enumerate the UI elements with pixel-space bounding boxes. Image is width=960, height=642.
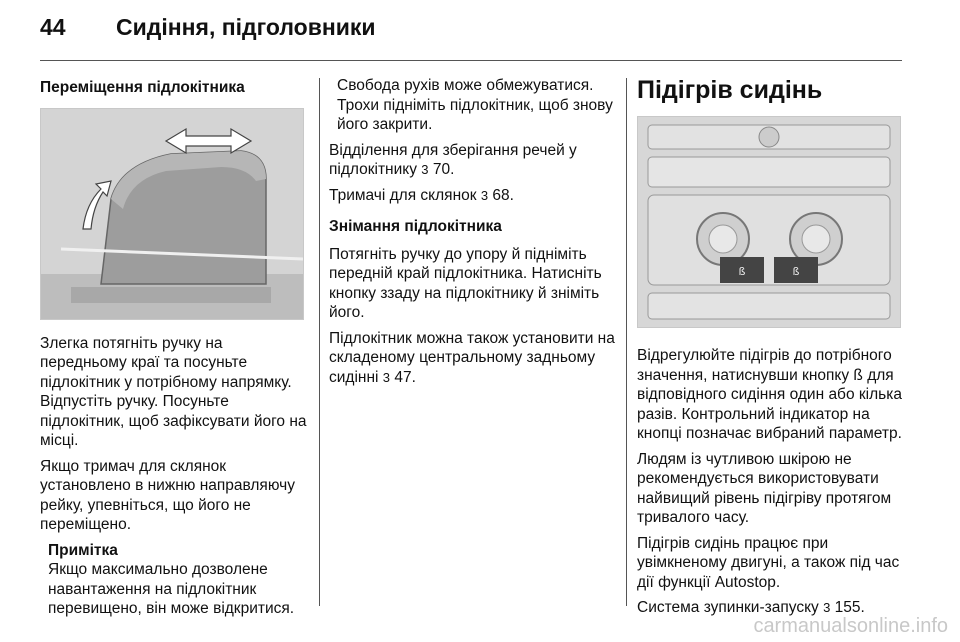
stop-start-reference: Система зупинки-запуску 3 155. (637, 599, 865, 616)
column-divider-2 (626, 78, 627, 606)
seat-heating-heading: Підігрів сидінь (637, 76, 823, 104)
note-continuation: Свобода рухів може обмежуватися. Трохи підніміть підлокітник, щоб знову його закрити. (337, 77, 613, 133)
page-title: Сидіння, підголовники (116, 14, 376, 40)
svg-text:ß: ß (792, 265, 800, 278)
column-2 (329, 66, 619, 393)
page-header (40, 14, 376, 41)
armrest-move-paragraph-2: Якщо тримач для склянок установлено в нижню направляючу рейку, упевніться, що його не переміщено. (40, 457, 295, 533)
header-rule (40, 60, 902, 61)
note (40, 541, 310, 619)
ref-icon: 3 (480, 187, 489, 203)
armrest-move-heading: Переміщення підлокітника (40, 79, 245, 96)
ref-icon: 3 (382, 369, 391, 385)
seat-heating-paragraph-2: Людям із чутливою шкірою не рекомендується використовувати найвищий рівень підігріву протягом тривалого часу. (637, 450, 892, 526)
page-number: 44 (40, 14, 66, 40)
watermark: carmanualsonline.info (753, 615, 948, 637)
storage-reference: Відділення для зберігання речей у підлокітнику 3 70. (329, 141, 577, 178)
ref-icon: 3 (823, 600, 831, 615)
seat-heating-illustration (637, 116, 901, 328)
armrest-illustration (40, 108, 304, 320)
seat-heating-paragraph-1: Відрегулюйте підігрів до потрібного значення, натиснувши кнопку ß для відповідного сидіння один або кілька разів. Контрольний індикатор на кнопці позначає вибраний параметр. (637, 347, 902, 442)
armrest-remove-paragraph-1: Потягніть ручку до упору й підніміть передній край підлокітника. Натисніть кнопку ззаду на підлокітнику й зніміть його. (329, 245, 602, 321)
armrest-remove-paragraph-2: Підлокітник можна також установити на складеному центральному задньому сидінні 3 47. (329, 329, 615, 386)
note-text: Якщо максимально дозволене навантаження на підлокітник перевищено, він може відкритися. (48, 561, 295, 617)
svg-text:ß: ß (738, 265, 746, 278)
ref-icon: 3 (421, 162, 429, 177)
column-divider-1 (319, 78, 320, 606)
column-1 (40, 66, 310, 619)
seat-heating-paragraph-3: Підігрів сидінь працює при увімкненому двигуні, а також під час дії функції Autostop. (637, 534, 900, 591)
cupholder-reference: Тримачі для склянок 3 68. (329, 186, 514, 204)
column-3 (637, 66, 907, 624)
note-title: Примітка (48, 541, 118, 559)
armrest-move-paragraph-1: Злегка потягніть ручку на передньому краї та посуньте підлокітник у потрібному напрямку. Відпустіть ручку. Посуньте підлокітник, щоб зафіксувати його на місці. (40, 334, 307, 449)
armrest-remove-heading: Знімання підлокітника (329, 218, 502, 235)
